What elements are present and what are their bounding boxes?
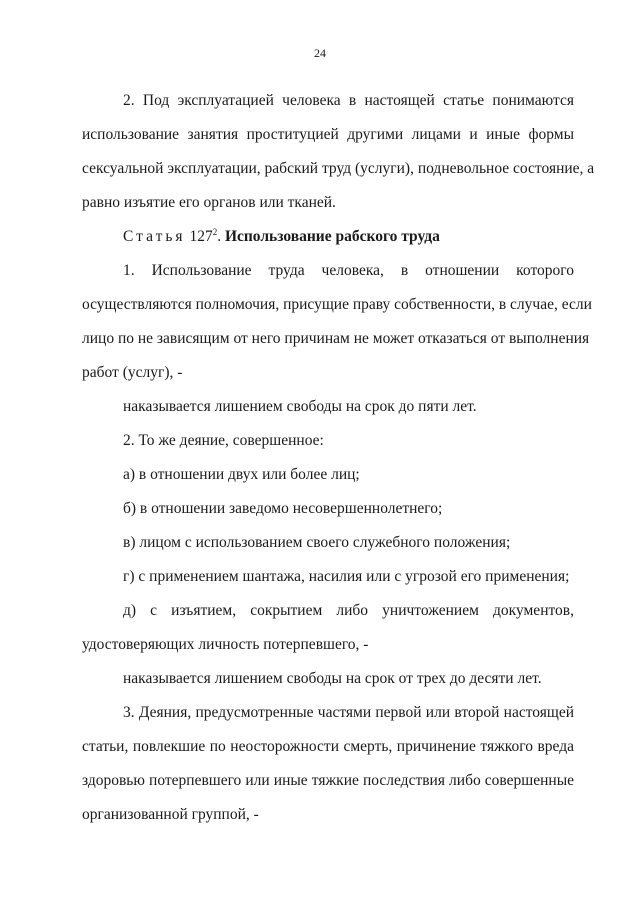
paragraph-line: 1. Использование труда человека, в отношении которого [123, 262, 574, 279]
paragraph-line: 2. Под эксплуатацией человека в настоящей статье понимаются [123, 92, 574, 109]
paragraph-exploitation-definition [82, 84, 595, 220]
paragraph-line: сексуальной эксплуатации, рабский труд (услуги), подневольное состояние, а [82, 160, 595, 177]
paragraph-line: работ (услуг), - [82, 364, 183, 381]
paragraph-line: статьи, повлекшие по неосторожности смерть, причинение тяжкого вреда [82, 738, 574, 755]
article-number: 127 [189, 228, 213, 245]
paragraph-line: осуществляются полномочия, присущие праву собственности, в случае, если [82, 296, 592, 313]
list-item: д) с изъятием, сокрытием либо уничтожением документов, [123, 602, 574, 619]
sanction-part-2: наказывается лишением свободы на срок от трех до десяти лет. [123, 670, 542, 687]
part-1 [82, 254, 592, 424]
part-3 [82, 696, 574, 832]
paragraph-line: лицо по не зависящим от него причинам не может отказаться от выполнения [82, 330, 590, 347]
list-item: б) в отношении заведомо несовершеннолетнего; [123, 500, 443, 517]
list-item: в) лицом с использованием своего служебного положения; [123, 534, 511, 551]
paragraph-line: организованной группой, - [82, 806, 259, 823]
part-2 [82, 424, 574, 696]
page-number: 24 [314, 46, 326, 60]
article-title: Использование рабского труда [224, 228, 440, 245]
sanction-part-1: наказывается лишением свободы на срок до пяти лет. [123, 398, 477, 415]
paragraph-line: 3. Деяния, предусмотренные частями первой или второй настоящей [123, 704, 574, 721]
paragraph-line: использование занятия проституцией другими лицами и иные формы [82, 126, 574, 143]
article-superscript: 2 [212, 227, 218, 237]
list-item: г) с применением шантажа, насилия или с угрозой его применения; [123, 568, 570, 585]
part-2-intro: 2. То же деяние, совершенное: [123, 432, 324, 449]
paragraph-line: равно изъятие его органов или тканей. [82, 194, 336, 211]
article-heading: Статья $127^2$. Использование рабского труда [123, 227, 440, 245]
paragraph-line: удостоверяющих личность потерпевшего, - [82, 636, 369, 653]
list-item: а) в отношении двух или более лиц; [123, 466, 360, 483]
paragraph-line: здоровью потерпевшего или иные тяжкие последствия либо совершенные [82, 772, 574, 789]
article-word: Статья [123, 228, 186, 245]
